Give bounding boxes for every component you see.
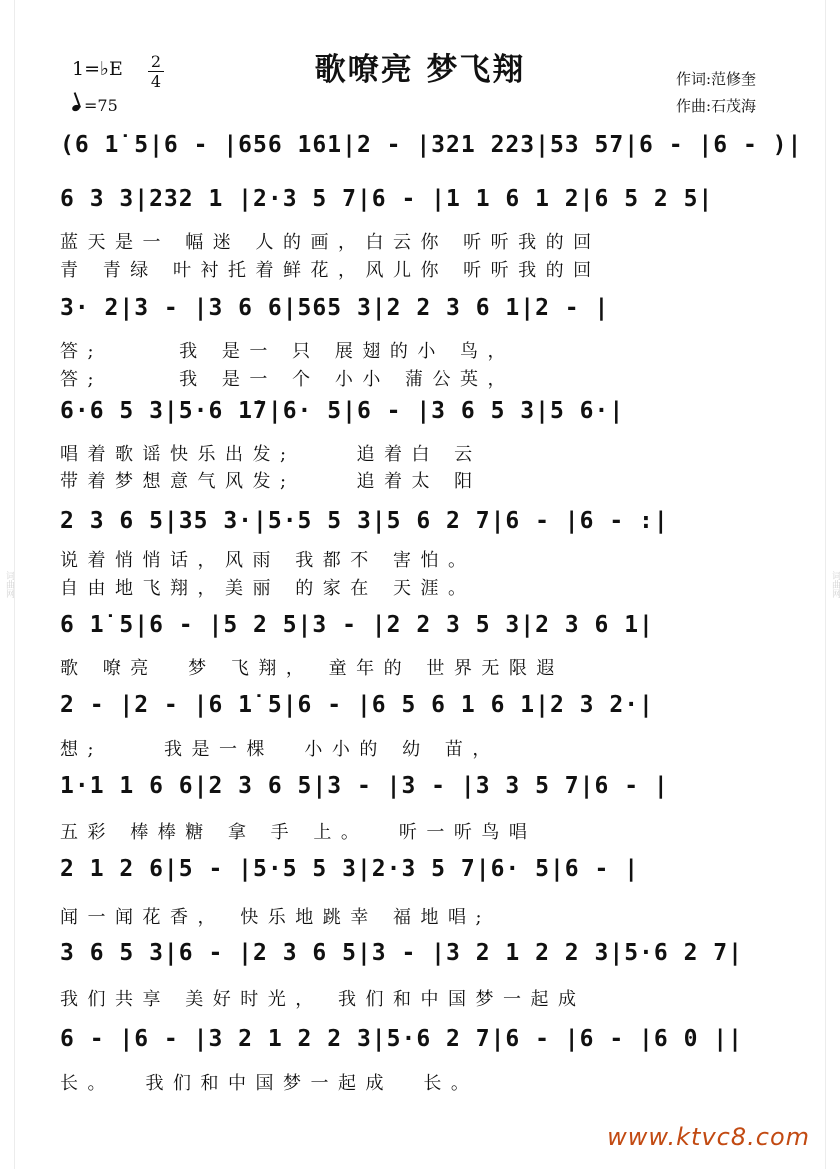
score-line-lyrics: 闻一闻花香， 快乐地跳幸 福地唱; [60, 907, 492, 928]
lyricist-credit: 作词:范修奎 [676, 70, 757, 88]
site-watermark: www.ktvc8.com [607, 1123, 810, 1151]
score-line-lyrics: 答; 我 是一 个 小小 蒲公英， [60, 369, 516, 390]
score-line-lyrics: 唱着歌谣快乐出发; 追着白 云 [60, 444, 482, 465]
score-line-lyrics: 说着悄悄话，风雨 我都不 害怕。 [60, 550, 476, 571]
score-line-notes: 3· 2|3 - |3 6 6|565 3|2 2 3 6 1|2 - | [60, 295, 610, 321]
quarter-note-icon [71, 104, 81, 112]
meter-bottom: 4 [150, 72, 162, 91]
score-line-lyrics: 答; 我 是一 只 展翅的小 鸟， [60, 341, 516, 362]
score-line-lyrics: 蓝天是一 幅迷 人的画，白云你 听听我的回 [60, 232, 601, 253]
score-line-lyrics: 带着梦想意气风发; 追着太 阳 [60, 471, 482, 492]
time-signature [148, 52, 164, 91]
song-title: 歌嘹亮 梦飞翔 [314, 52, 526, 88]
side-watermark-right: 词曲网 [825, 0, 840, 1169]
score-line-notes: 6 1̇ 5|6 - |5 2 5|3 - |2 2 3 5 3|2 3 6 1| [60, 612, 654, 638]
score-line-lyrics: 青 青绿 叶衬托着鲜花，风儿你 听听我的回 [60, 260, 601, 281]
score-line-notes: 3 6 5 3|6 - |2 3 6 5|3 - |3 2 1 2 2 3|5·6 2 7| [60, 940, 743, 966]
score-line-lyrics: 长。 我们和中国梦一起成 长。 [60, 1073, 479, 1094]
side-watermark-left: 词曲网 [0, 0, 15, 1169]
score-line-notes: 6 3 3|232 1 |2·3 5 7|6 - |1 1 6 1 2|6 5 2 5| [60, 186, 714, 212]
score-line-lyrics: 我们共享 美好时光， 我们和中国梦一起成 [60, 989, 586, 1010]
score-line-notes: 6·6 5 3|5·6 1̇7|6· 5|6 - |3 6 5 3|5 6·| [60, 398, 625, 424]
tempo-marking [72, 96, 118, 115]
tempo-value: =75 [84, 96, 118, 115]
score-line-notes: (6 1̇ 5|6 - |656 161|2 - |321 223|53 57|6 - |6 - )| [60, 132, 803, 158]
score-line-lyrics: 想; 我是一棵 小小的 幼 苗， [60, 739, 500, 760]
score-line-notes: 6 - |6 - |3 2 1 2 2 3|5·6 2 7|6 - |6 - |6 0 || [60, 1026, 743, 1052]
score-line-notes: 1·1 1 6 6|2 3 6 5|3 - |3 - |3 3 5 7|6 - | [60, 773, 669, 799]
meter-top: 2 [148, 52, 164, 72]
score-line-lyrics: 歌 嘹亮 梦 飞翔， 童年的 世界无限遐 [60, 658, 564, 679]
score-line-notes: 2 3 6 5|35 3·|5·5 5 3|5 6 2 7|6 - |6 - :| [60, 508, 669, 534]
score-line-lyrics: 五彩 棒棒糖 拿 手 上。 听一听鸟唱 [60, 822, 537, 843]
score-line-notes: 2 1 2 6|5 - |5·5 5 3|2·3 5 7|6· 5|6 - | [60, 856, 640, 882]
composer-credit: 作曲:石茂海 [676, 97, 757, 115]
key-signature: 1=♭E [72, 58, 123, 80]
score-line-lyrics: 自由地飞翔，美丽 的家在 天涯。 [60, 578, 476, 599]
score-line-notes: 2 - |2 - |6 1̇ 5|6 - |6 5 6 1 6 1|2 3 2·| [60, 692, 654, 718]
